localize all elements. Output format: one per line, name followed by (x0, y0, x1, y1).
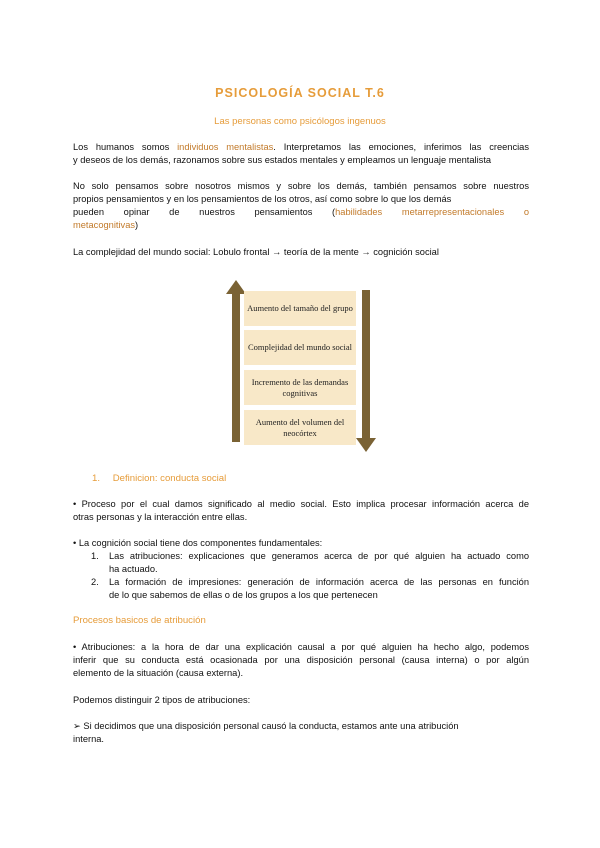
para2-line2: propios pensamientos y en los pensamientos de los otros, así como sobre lo que los demás (73, 194, 452, 204)
heading-number: 1. (92, 473, 101, 484)
bullet1-line1: • Proceso por el cual damos significado al medio social. Esto implica procesar información acerca de (73, 499, 529, 509)
paragraph-interna (73, 720, 529, 746)
list-item-line1: Las atribuciones: explicaciones que generamos acerca de por qué alguien ha actuado como (109, 551, 529, 561)
heading-label: Definicion: conducta social (112, 473, 227, 484)
list-item (73, 576, 529, 602)
para1-text-end: . Interpretamos las emociones, inferimos las creencias (273, 142, 529, 152)
list-item-number: 2. (91, 577, 99, 587)
heading-definicion (92, 473, 226, 484)
paragraph-complejidad: La complejidad del mundo social: Lobulo frontal → teoría de la mente → cognición social (73, 247, 439, 257)
diagram-box-3: Incremento de las demandas cognitivas (244, 370, 356, 405)
bullet-atribuciones (73, 641, 529, 680)
list-item (73, 550, 529, 576)
arrow-down-icon (356, 438, 376, 452)
bullet3-line1: • Atribuciones: a la hora de dar una explicación causal a por qué alguien ha hecho algo, podemos (73, 642, 529, 652)
para2-line4-highlight: metacognitivas (73, 220, 136, 230)
para1-text-start: Los humanos somos (73, 142, 178, 152)
page-subtitle: Las personas como psicólogos ingenuos (214, 116, 386, 127)
diagram-box-2: Complejidad del mundo social (244, 330, 356, 365)
list-item-line1: La formación de impresiones: generación de información acerca de las personas en función (109, 577, 529, 587)
bullet-definicion (73, 498, 529, 524)
section-procesos: Procesos basicos de atribución (73, 615, 206, 626)
list-item-line2: ha actuado. (109, 564, 158, 574)
bullet3-line2: inferir que su conducta está ocasionada por una disposición personal (causa interna) o por algún (73, 655, 529, 665)
paragraph-tipos: Podemos distinguir 2 tipos de atribuciones: (73, 695, 251, 705)
bullet-componentes (73, 537, 529, 602)
bullet1-line2: otras personas y la interacción entre ellas. (73, 512, 248, 522)
list-item-line2: de lo que sabemos de ellas o de los grupos a los que pertenecen (109, 590, 378, 600)
diagram-box-4: Aumento del volumen del neocórtex (244, 410, 356, 445)
paragraph-metacognicion (73, 180, 529, 232)
para2-line1: No solo pensamos sobre nosotros mismos y sobre los demás, también pensamos sobre nuestros (73, 181, 529, 191)
bullet3-line3: elemento de la situación (causa externa). (73, 668, 244, 678)
para5-line2: interna. (73, 734, 105, 744)
diagram-box-1: Aumento del tamaño del grupo (244, 291, 356, 326)
arrow-down-shaft (362, 290, 370, 440)
arrow-up-shaft (232, 292, 240, 442)
list-item-number: 1. (91, 551, 99, 561)
para1-line2: y deseos de los demás, razonamos sobre sus estados mentales y empleamos un lenguaje mentalista (73, 155, 492, 165)
complexity-diagram (226, 280, 376, 452)
paragraph-mentalistas (73, 141, 529, 167)
para2-line4-text: ) (135, 220, 139, 230)
page-title: PSICOLOGÍA SOCIAL T.6 (215, 86, 385, 100)
para2-line3-highlight: habilidades metarrepresentacionales o (335, 207, 529, 217)
para2-line3-text: pueden opinar de nuestros pensamientos ( (73, 207, 336, 217)
para5-line1: ➢ Si decidimos que una disposición personal causó la conducta, estamos ante una atribución (73, 721, 459, 731)
para1-highlight: individuos mentalistas (177, 142, 274, 152)
bullet2-intro: • La cognición social tiene dos componentes fundamentales: (73, 538, 323, 548)
